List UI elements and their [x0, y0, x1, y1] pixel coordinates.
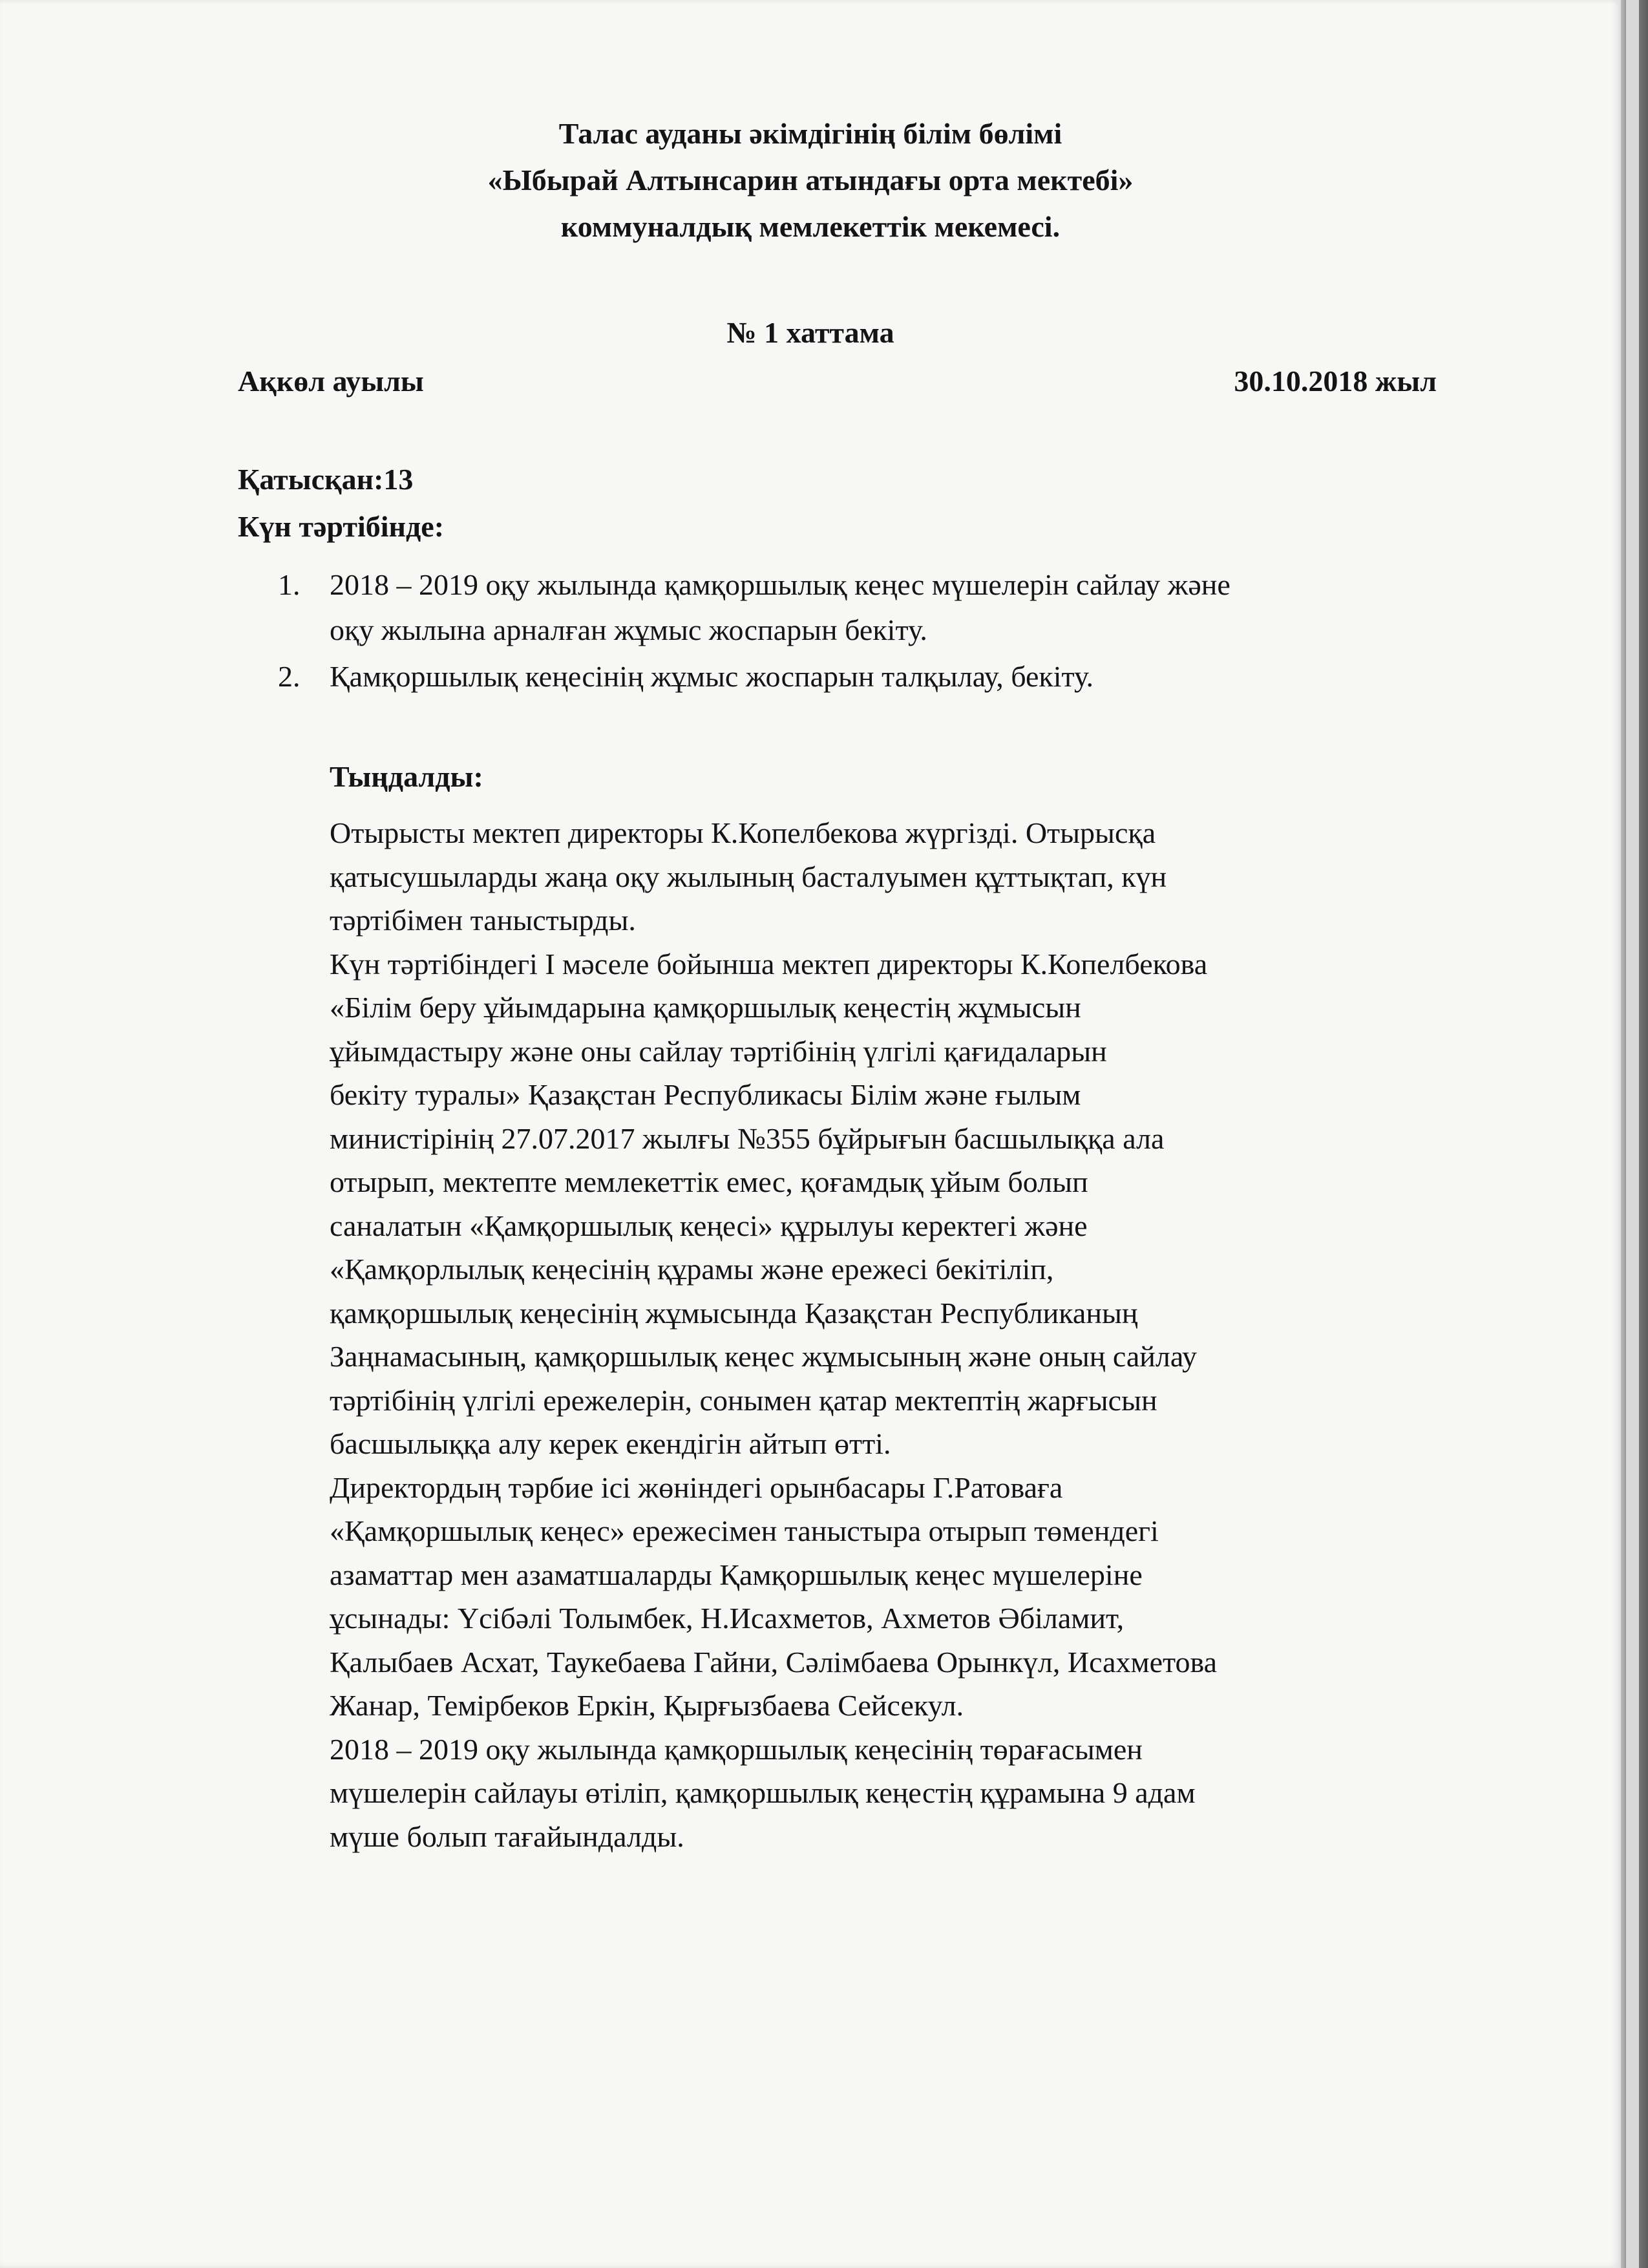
text-line: қамқоршылық кеңесінің жұмысында Қазақстан Республиканың [330, 1296, 1138, 1330]
protocol-title: № 1 хаттама [726, 316, 894, 349]
paragraph-opening [330, 811, 1474, 942]
scan-edge [1621, 0, 1648, 2268]
text-line: саналатын «Қамқоршылық кеңесі» құрылуы керектегі және [330, 1209, 1088, 1242]
text-line: ұсынады: Үсібәлі Толымбек, Н.Исахметов, Ахметов Әбіламит, [330, 1602, 1125, 1635]
text-line: «Қамқорлылық кеңесінің құрамы және ережесі бекітіліп, [330, 1253, 1054, 1286]
text-line: «Білім беру ұйымдарына қамқоршылық кеңестің жұмысын [330, 991, 1081, 1024]
text-line: 2018 – 2019 оқу жылында қамқоршылық кеңесінің төрағасымен [330, 1732, 1143, 1766]
text-line: мүшелерін сайлауы өтіліп, қамқоршылық кеңестің құрамына 9 адам [330, 1776, 1196, 1809]
agenda-item [278, 562, 1506, 653]
text-line: ұйымдастыру және оны сайлау тәртібінің үлгілі қағидаларын [330, 1034, 1107, 1068]
text-line: тәртібімен таныстырды. [330, 904, 636, 937]
agenda-item-number: 1. [278, 568, 301, 601]
agenda-item-text [330, 654, 1506, 699]
text-line: «Қамқоршылық кеңес» ережесімен таныстыра отырып төмендегі [330, 1514, 1159, 1547]
agenda-list [278, 562, 1506, 701]
text-line: Қалыбаев Асхат, Таукебаева Гайни, Сәлімбаева Орынкүл, Исахметова [330, 1645, 1218, 1679]
agenda-item-line: 2018 – 2019 оқу жылында қамқоршылық кеңес мүшелерін сайлау және [330, 568, 1231, 601]
text-line: Директордың тәрбие ісі жөніндегі орынбасары Г.Ратоваға [330, 1470, 1063, 1504]
text-line: мүше болып тағайындалды. [330, 1819, 684, 1853]
text-line: Күн тәртібіндегі І мәселе бойынша мектеп директоры К.Копелбекова [330, 947, 1208, 980]
scanner-strip [1625, 0, 1639, 2268]
header-line-3: коммуналдық мемлекеттік мекемесі. [560, 210, 1061, 243]
agenda-item-text [330, 562, 1506, 653]
agenda-item-number: 2. [278, 660, 301, 693]
agenda-title: Күн тәртібінде: [238, 510, 445, 543]
agenda-item-line: Қамқоршылық кеңесінің жұмыс жоспарын талқылау, бекіту. [330, 660, 1093, 693]
heard-title: Тыңдалды: [330, 760, 483, 793]
attended-label: Қатысқан:13 [238, 463, 414, 496]
text-line: бекіту туралы» Қазақстан Республикасы Білім және ғылым [330, 1078, 1081, 1111]
text-line: министірінің 27.07.2017 жылғы №355 бұйрығын басшылыққа ала [330, 1121, 1165, 1155]
paragraph-election-result [330, 1728, 1474, 1859]
text-line: Отырысты мектеп директоры К.Копелбекова жүргізді. Отырысқа [330, 816, 1156, 849]
text-line: басшылыққа алу керек екендігін айтып өтті. [330, 1427, 891, 1460]
date-label: 30.10.2018 жыл [1234, 365, 1437, 397]
minutes-body [330, 811, 1474, 1858]
text-line: қатысушыларды жаңа оқу жылының басталуымен құттықтап, күн [330, 860, 1167, 893]
text-line: отырып, мектепте мемлекеттік емес, қоғамдық ұйым болып [330, 1165, 1088, 1198]
paragraph-issue-one [330, 942, 1474, 1466]
agenda-item [278, 654, 1506, 699]
text-line: Заңнамасының, қамқоршылық кеңес жұмысының және оның сайлау [330, 1340, 1197, 1373]
place-label: Ақкөл ауылы [238, 365, 424, 397]
agenda-item-line: оқу жылына арналған жұмыс жоспарын бекіту. [330, 613, 927, 646]
header-line-1: Талас ауданы әкімдігінің білім бөлімі [558, 117, 1062, 150]
text-line: Жанар, Темірбеков Еркін, Қырғызбаева Сейсекул. [330, 1689, 964, 1722]
text-line: азаматтар мен азаматшаларды Қамқоршылық кеңес мүшелеріне [330, 1558, 1143, 1591]
header-line-2: «Ыбырай Алтынсарин атындағы орта мектебі» [487, 164, 1134, 196]
text-line: тәртібінің үлгілі ережелерін, сонымен қатар мектептің жарғысын [330, 1383, 1157, 1417]
paragraph-nominees [330, 1466, 1474, 1728]
